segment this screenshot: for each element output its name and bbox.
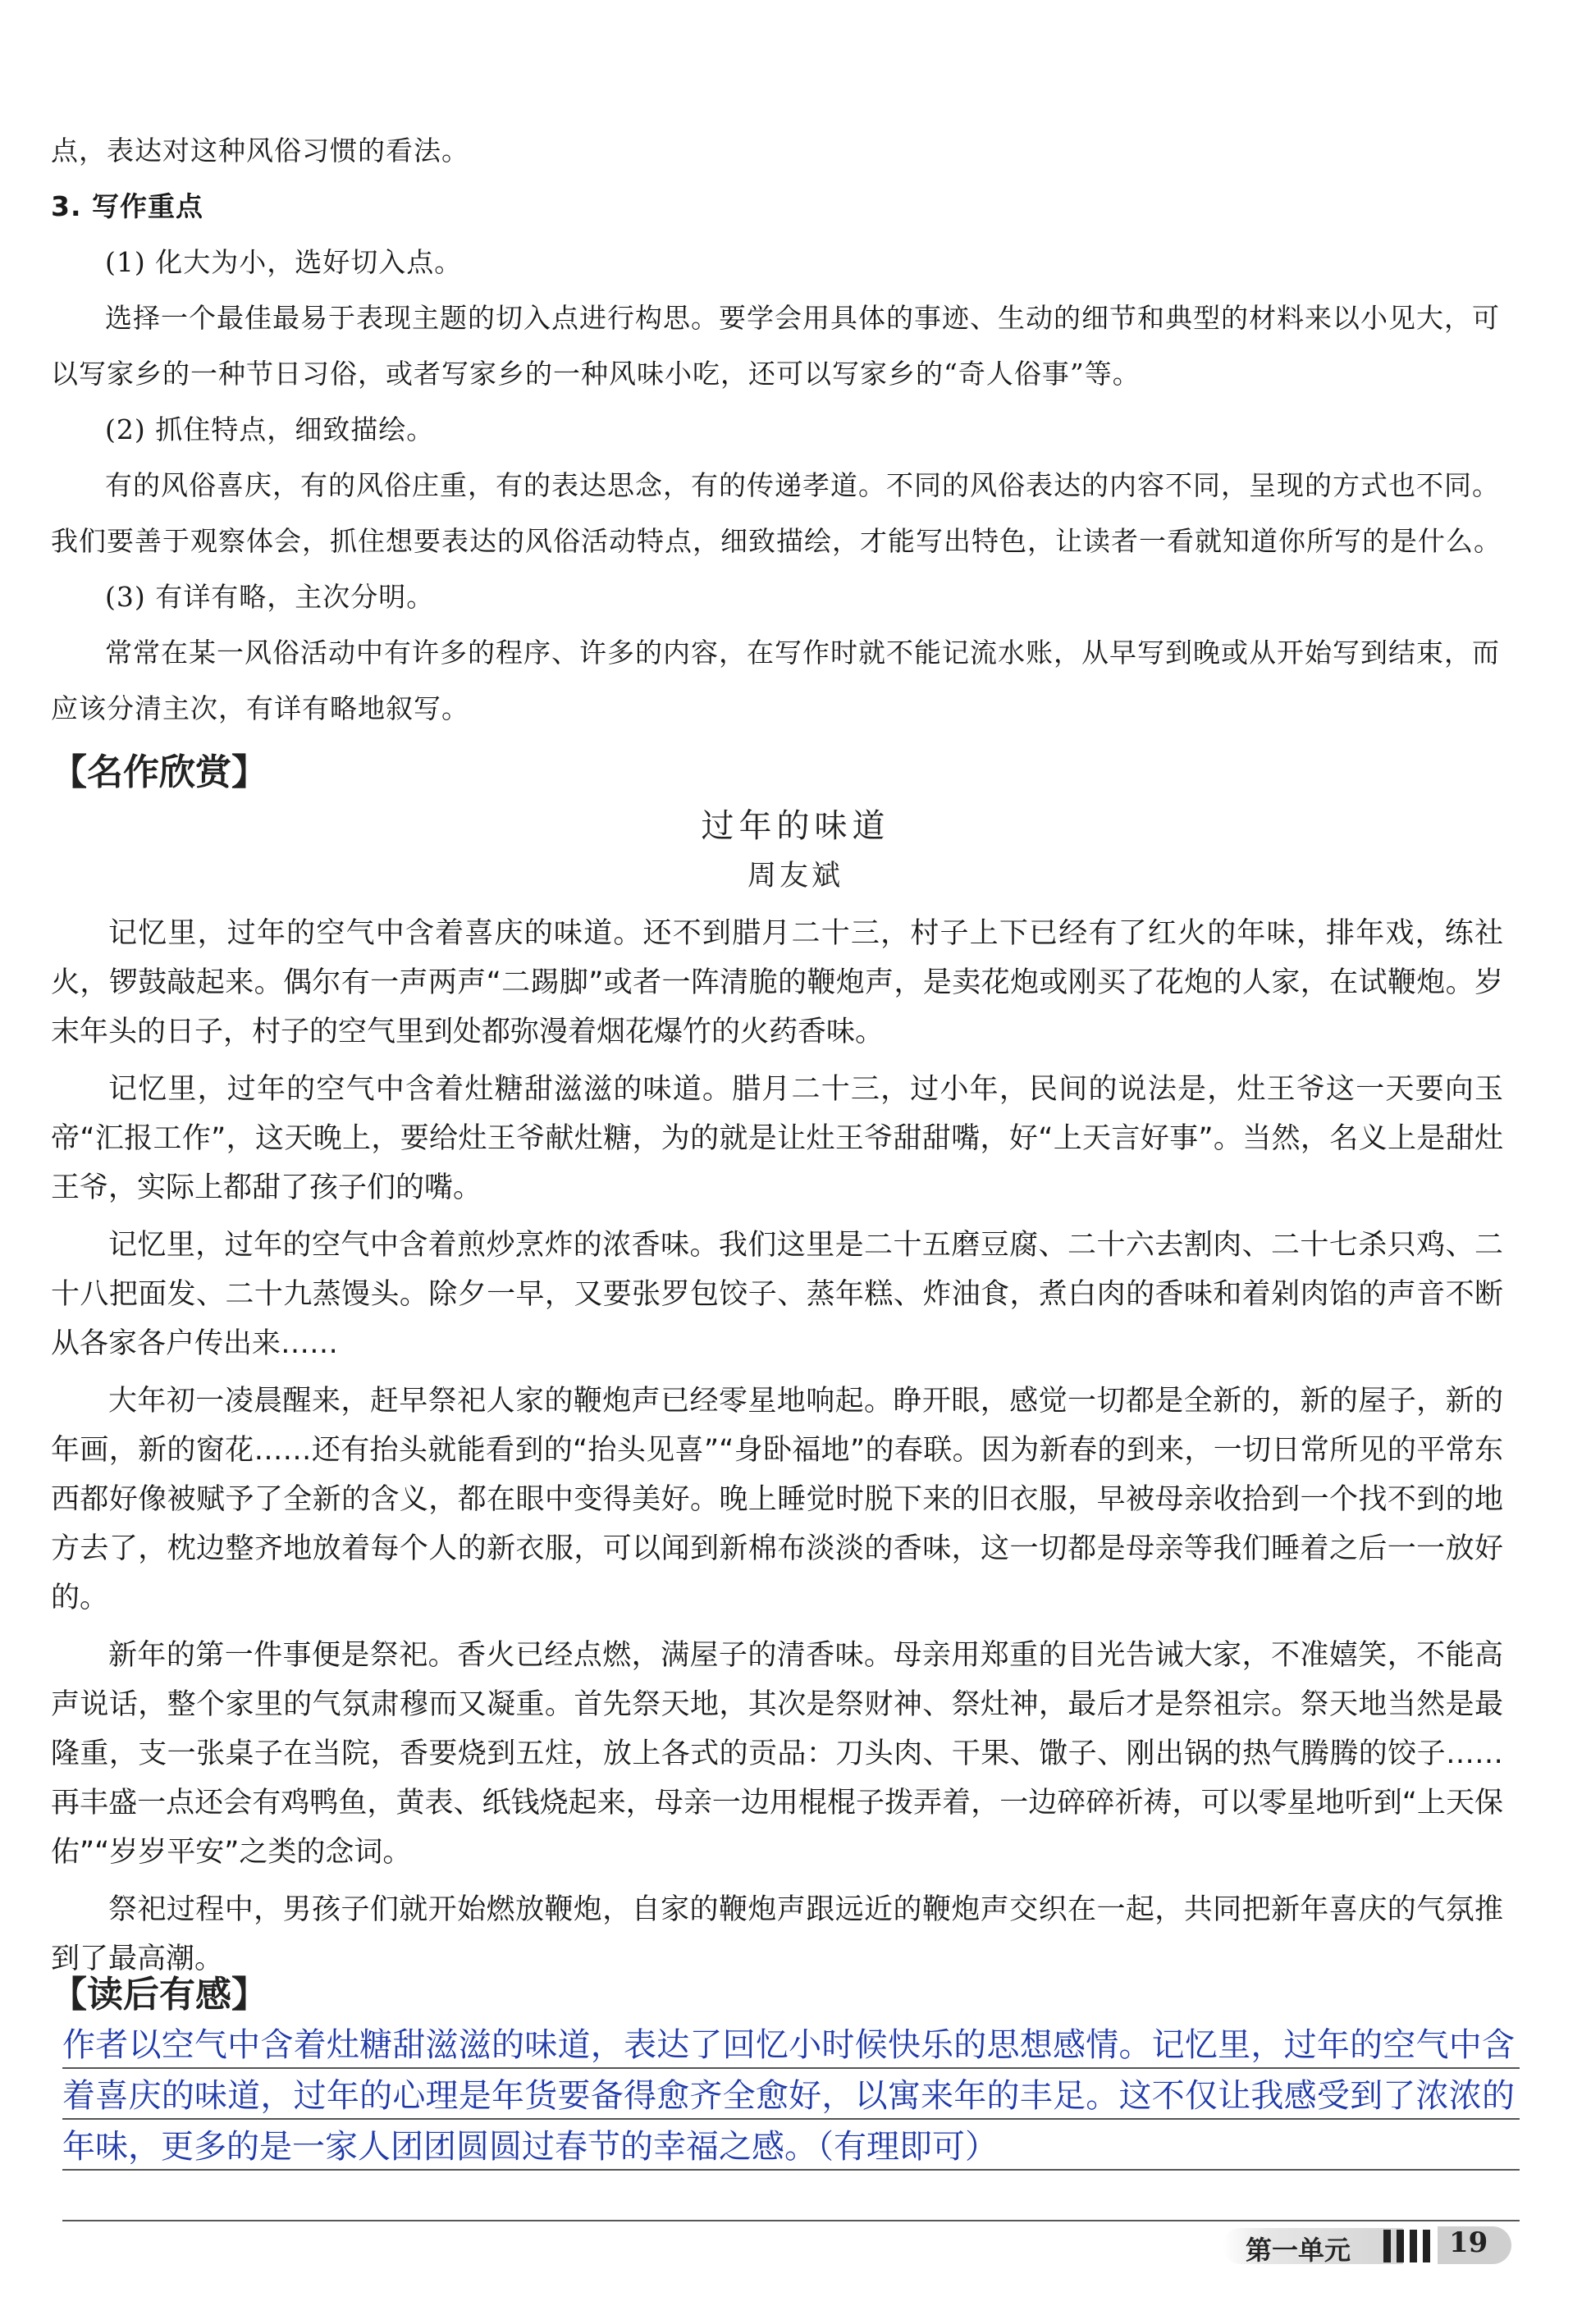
point2-text: 有的风俗喜庆，有的风俗庄重，有的表达思念，有的传递孝道。不同的风俗表达的内容不同，呈现的方式也不同。我们要善于观察体会，抓住想要表达的风俗活动特点，细致描绘，才能写出特色，让读者一看就知道你所写的是什么。 bbox=[51, 469, 1502, 557]
essay-author: 周友斌 bbox=[747, 860, 844, 893]
handwritten-answer: 作者以空气中含着灶糖甜滋滋的味道，表达了回忆小时候快乐的思想感情。记忆里，过年的空气中含着喜庆的味道，过年的心理是年货要备得愈齐全愈好，以寓来年的丰足。这不仅让我感受到了浓浓的年味，更多的是一家人团团圆圆过春节的幸福之感。（有理即可） bbox=[62, 2026, 1515, 2166]
essay-paragraph: 新年的第一件事便是祭祀。香火已经点燃，满屋子的清香味。母亲用郑重的目光告诫大家，不准嬉笑，不能高声说话，整个家里的气氛肃穆而又凝重。首先祭天地，其次是祭财神、祭灶神，最后才是祭祖宗。祭天地当然是最隆重，支一张桌子在当院，香要烧到五炷，放上各式的贡品：刀头肉、干果、馓子、刚出锅的热气腾腾的饺子……再丰盛一点还会有鸡鸭鱼，黄表、纸钱烧起来，母亲一边用棍棍子拨弄着，一边碎碎祈祷，可以零星地听到“上天保佑”“岁岁平安”之类的念词。 bbox=[51, 1639, 1503, 1869]
point1-title: (1) 化大为小，选好切入点。 bbox=[105, 246, 463, 278]
writing-guide bbox=[51, 123, 1503, 737]
reflection-heading: 【读后有感】 bbox=[51, 1974, 267, 2016]
footer-bars-icon bbox=[1383, 2230, 1433, 2262]
essay-paragraph: 记忆里，过年的空气中含着喜庆的味道。还不到腊月二十三，村子上下已经有了红火的年味，排年戏，练社火，锣鼓敲起来。偶尔有一声两声“二踢脚”或者一阵清脆的鞭炮声，是卖花炮或刚买了花炮的人家，在试鞭炮。岁末年头的日子，村子的空气里到处都弥漫着烟花爆竹的火药香味。 bbox=[51, 917, 1503, 1048]
appreciation-heading: 【名作欣赏】 bbox=[51, 751, 267, 793]
guide-continuation-line: 点，表达对这种风俗习惯的看法。 bbox=[51, 135, 469, 167]
essay-paragraph: 大年初一凌晨醒来，赶早祭祀人家的鞭炮声已经零星地响起。睁开眼，感觉一切都是全新的，新的屋子，新的年画，新的窗花……还有抬头就能看到的“抬头见喜”“身卧福地”的春联。因为新春的到来，一切日常所见的平常东西都好像被赋予了全新的含义，都在眼中变得美好。晚上睡觉时脱下来的旧衣服，早被母亲收拾到一个找不到的地方去了，枕边整齐地放着每个人的新衣服，可以闻到新棉布淡淡的香味，这一切都是母亲等我们睡着之后一一放好的。 bbox=[51, 1385, 1503, 1614]
unit-label: 第一单元 bbox=[1246, 2235, 1351, 2266]
point2-title: (2) 抓住特点，细致描绘。 bbox=[105, 413, 435, 445]
essay-body bbox=[51, 909, 1503, 1992]
essay-paragraph: 记忆里，过年的空气中含着煎炒烹炸的浓香味。我们这里是二十五磨豆腐、二十六去割肉、二十七杀只鸡、二十八把面发、二十九蒸馒头。除夕一早，又要张罗包饺子、蒸年糕、炸油食，煮白肉的香味和着剁肉馅的声音不断从各家各户传出来…… bbox=[51, 1229, 1503, 1360]
page-footer bbox=[1223, 2221, 1534, 2271]
essay-title: 过年的味道 bbox=[701, 807, 890, 845]
point3-text: 常常在某一风俗活动中有许多的程序、许多的内容，在写作时就不能记流水账，从早写到晚或从开始写到结束，而应该分清主次，有详有略地叙写。 bbox=[51, 637, 1500, 724]
essay-paragraph: 记忆里，过年的空气中含着灶糖甜滋滋的味道。腊月二十三，过小年，民间的说法是，灶王爷这一天要向玉帝“汇报工作”，这天晚上，要给灶王爷献灶糖，为的就是让灶王爷甜甜嘴，好“上天言好事”。当然，名义上是甜灶王爷，实际上都甜了孩子们的嘴。 bbox=[51, 1073, 1503, 1204]
point3-title: (3) 有详有略，主次分明。 bbox=[105, 581, 435, 613]
section3-heading: 3. 写作重点 bbox=[51, 190, 203, 222]
essay-paragraph: 祭祀过程中，男孩子们就开始燃放鞭炮，自家的鞭炮声跟远近的鞭炮声交织在一起，共同把新年喜庆的气氛推到了最高潮。 bbox=[51, 1893, 1503, 1975]
point1-text: 选择一个最佳最易于表现主题的切入点进行构思。要学会用具体的事迹、生动的细节和典型的材料来以小见大，可以写家乡的一种节日习俗，或者写家乡的一种风味小吃，还可以写家乡的“奇人俗事”等。 bbox=[51, 302, 1500, 390]
page-number: 19 bbox=[1449, 2226, 1488, 2259]
